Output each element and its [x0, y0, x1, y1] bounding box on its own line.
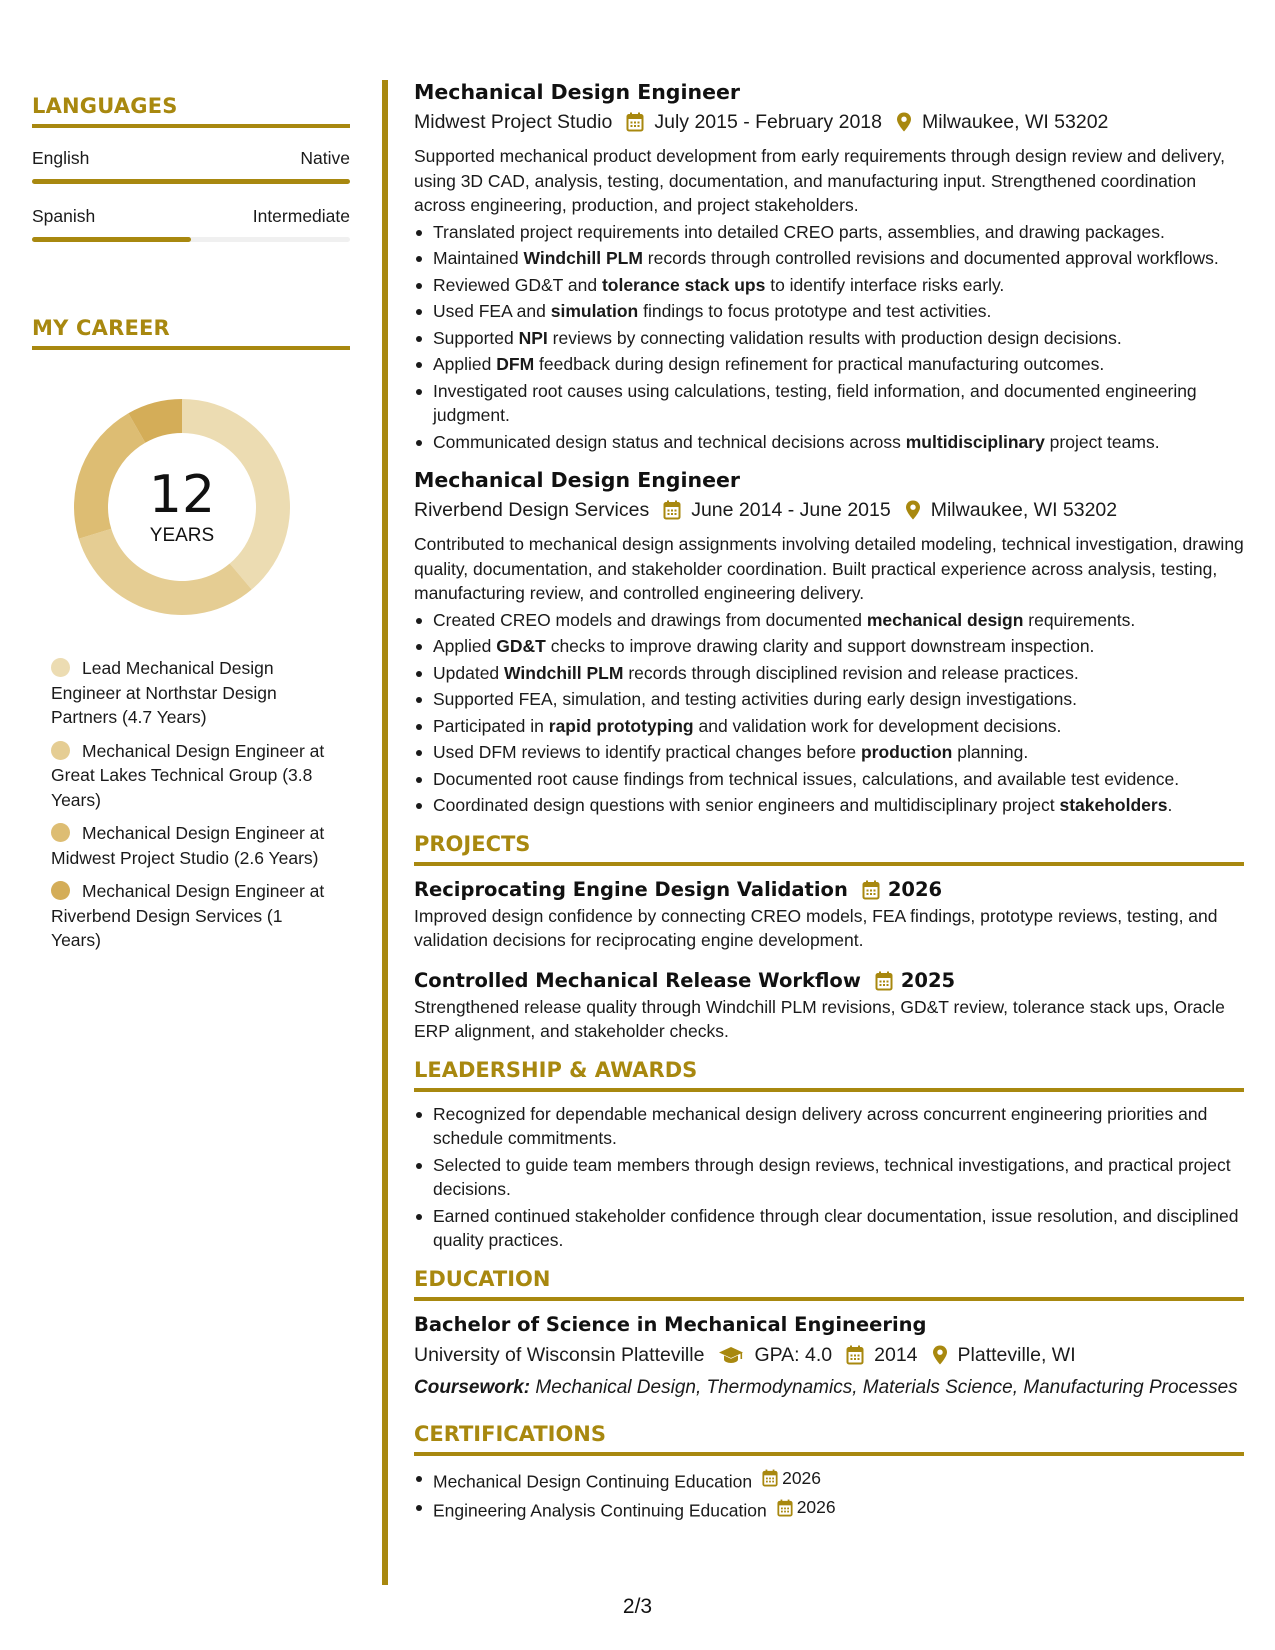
certification-name: Engineering Analysis Continuing Education [433, 1500, 767, 1521]
legend-dot-icon [51, 823, 70, 842]
job-bullet: Maintained Windchill PLM records through controlled revisions and documented approval workflows. [414, 246, 1244, 271]
job-bullet: Applied DFM feedback during design refinement for practical manufacturing outcomes. [414, 352, 1244, 377]
calendar-icon [875, 971, 893, 991]
job-bullet: Created CREO models and drawings from documented mechanical design requirements. [414, 608, 1244, 633]
project-description: Improved design confidence by connecting CREO models, FEA findings, prototype reviews, testing, and validation decisions for reciprocating engine development. [414, 905, 1218, 950]
graduation-cap-icon [718, 1346, 744, 1364]
certifications-list [414, 1466, 1244, 1524]
job-bullet: Investigated root causes using calculations, testing, field information, and documented engineering judgment. [414, 379, 1244, 428]
job-bullet: Applied GD&T checks to improve drawing clarity and support downstream inspection. [414, 634, 1244, 659]
job-location: Milwaukee, WI 53202 [921, 111, 1109, 133]
legend-dot-icon [51, 881, 70, 900]
job-meta [414, 496, 1244, 524]
leadership-rule [414, 1088, 1244, 1092]
calendar-icon [846, 1345, 864, 1365]
calendar-icon [626, 112, 644, 132]
job-bullet: Supported FEA, simulation, and testing activities during early design investigations. [414, 687, 1244, 712]
language-name: Spanish [32, 206, 96, 226]
language-item [32, 148, 350, 184]
location-pin-icon [896, 112, 912, 132]
languages-rule [32, 124, 350, 128]
company-name: Midwest Project Studio [414, 111, 613, 133]
career-legend-item [51, 821, 331, 870]
language-item [32, 206, 350, 242]
education-rule [414, 1297, 1244, 1301]
career-legend-item [51, 656, 331, 730]
calendar-icon [762, 1469, 778, 1487]
job-bullet: Documented root cause findings from technical issues, calculations, and available test evidence. [414, 767, 1244, 792]
projects-title: PROJECTS [414, 831, 531, 856]
legend-dot-icon [51, 741, 70, 760]
coursework-label: Coursework: [414, 1376, 531, 1398]
job-summary: Supported mechanical product development from early requirements through design review and delivery, using 3D CAD, analysis, testing, documentation, and manufacturing input. Strengthened coordination across engineering, production, and project stakeholders. [414, 146, 1225, 215]
calendar-icon [862, 880, 880, 900]
career-title: MY CAREER [32, 316, 170, 340]
degree-name: Bachelor of Science in Mechanical Engineering [414, 1312, 927, 1336]
main-content [414, 78, 1244, 1525]
job-bullet: Used DFM reviews to identify practical changes before production planning. [414, 740, 1244, 765]
location-pin-icon [932, 1345, 948, 1365]
language-level: Intermediate [252, 206, 350, 226]
experience-entry [414, 466, 1244, 818]
certifications-title: CERTIFICATIONS [414, 1421, 607, 1446]
job-dates: July 2015 - February 2018 [654, 111, 882, 133]
career-donut-chart [67, 392, 297, 622]
graduation-year: 2014 [874, 1343, 918, 1366]
leadership-list [414, 1102, 1244, 1253]
languages-title: LANGUAGES [32, 94, 178, 118]
job-bullet: Reviewed GD&T and tolerance stack ups to identify interface risks early. [414, 273, 1244, 298]
language-level: Native [300, 148, 350, 168]
leadership-title: LEADERSHIP & AWARDS [414, 1057, 698, 1082]
career-legend-item [51, 879, 331, 953]
project-year: 2025 [900, 968, 956, 992]
language-level-fill [32, 237, 191, 242]
job-bullets [414, 608, 1244, 818]
education-meta [414, 1341, 1244, 1369]
certification-name: Mechanical Design Continuing Education [433, 1470, 753, 1491]
job-title: Mechanical Design Engineer [414, 80, 741, 104]
career-legend-label: Mechanical Design Engineer at Midwest Project Studio (2.6 Years) [51, 823, 325, 868]
career-legend-label: Lead Mechanical Design Engineer at Northstar Design Partners (4.7 Years) [51, 658, 277, 727]
job-dates: June 2014 - June 2015 [691, 499, 891, 521]
job-bullet: Supported NPI reviews by connecting validation results with production design decisions. [414, 326, 1244, 351]
job-bullet: Updated Windchill PLM records through disciplined revision and release practices. [414, 661, 1244, 686]
experience-entry [414, 78, 1244, 454]
job-bullet: Used FEA and simulation findings to focus prototype and test activities. [414, 299, 1244, 324]
certification-item [414, 1466, 1244, 1494]
career-legend-item [51, 739, 331, 813]
job-bullet: Coordinated design questions with senior engineers and multidisciplinary project stakeholders. [414, 793, 1244, 818]
language-level-bar [32, 179, 350, 184]
job-title: Mechanical Design Engineer [414, 468, 741, 492]
location-pin-icon [905, 500, 921, 520]
job-location: Milwaukee, WI 53202 [930, 499, 1118, 521]
career-legend-label: Mechanical Design Engineer at Great Lakes Technical Group (3.8 Years) [51, 740, 325, 810]
career-rule [32, 346, 350, 350]
calendar-icon [777, 1499, 793, 1517]
project-entry [414, 876, 1244, 953]
leadership-item: Selected to guide team members through design reviews, technical investigations, and practical project decisions. [414, 1153, 1244, 1202]
job-meta [414, 108, 1244, 136]
education-entry [414, 1311, 1244, 1400]
job-summary: Contributed to mechanical design assignments involving detailed modeling, technical investigation, drawing quality, documentation, and stakeholder coordination. Built practical experience across analysis, testing, manufacturing review, and controlled engineering delivery. [414, 534, 1244, 603]
page-number [0, 1595, 1275, 1619]
gpa: GPA: 4.0 [754, 1343, 833, 1366]
certifications-rule [414, 1452, 1244, 1456]
page-number-text: 2/3 [622, 1595, 653, 1618]
project-year: 2026 [887, 877, 943, 901]
job-bullet: Translated project requirements into detailed CREO parts, assemblies, and drawing packages. [414, 220, 1244, 245]
job-bullet: Communicated design status and technical decisions across multidisciplinary project teams. [414, 430, 1244, 455]
education-title: EDUCATION [414, 1266, 551, 1291]
language-level-fill [32, 179, 350, 184]
career-total-years: 12 [148, 465, 216, 525]
calendar-icon [663, 500, 681, 520]
language-level-bar [32, 237, 350, 242]
certification-item [414, 1495, 1244, 1523]
leadership-item: Recognized for dependable mechanical design delivery across concurrent engineering priorities and schedule commitments. [414, 1102, 1244, 1151]
company-name: Riverbend Design Services [414, 499, 650, 521]
column-divider [382, 80, 388, 1585]
sidebar [32, 94, 350, 962]
project-name: Reciprocating Engine Design Validation [414, 877, 848, 901]
language-name: English [32, 148, 90, 168]
career-total-unit: YEARS [149, 525, 215, 546]
coursework [414, 1375, 1244, 1400]
project-entry [414, 967, 1244, 1044]
project-description: Strengthened release quality through Windchill PLM revisions, GD&T review, tolerance stack ups, Oracle ERP alignment, and stakeholder checks. [414, 996, 1225, 1041]
school-name: University of Wisconsin Platteville [414, 1343, 705, 1366]
coursework-list: Mechanical Design, Thermodynamics, Materials Science, Manufacturing Processes [535, 1376, 1238, 1398]
legend-dot-icon [51, 658, 70, 677]
leadership-item: Earned continued stakeholder confidence through clear documentation, issue resolution, and disciplined quality practices. [414, 1204, 1244, 1253]
certification-year: 2026 [782, 1467, 822, 1488]
project-name: Controlled Mechanical Release Workflow [414, 968, 861, 992]
certification-year: 2026 [796, 1497, 836, 1518]
job-bullet: Participated in rapid prototyping and validation work for development decisions. [414, 714, 1244, 739]
career-legend-label: Mechanical Design Engineer at Riverbend Design Services (1 Years) [51, 881, 325, 950]
school-location: Platteville, WI [957, 1343, 1076, 1366]
career-legend [51, 656, 331, 953]
projects-rule [414, 862, 1244, 866]
job-bullets [414, 220, 1244, 455]
